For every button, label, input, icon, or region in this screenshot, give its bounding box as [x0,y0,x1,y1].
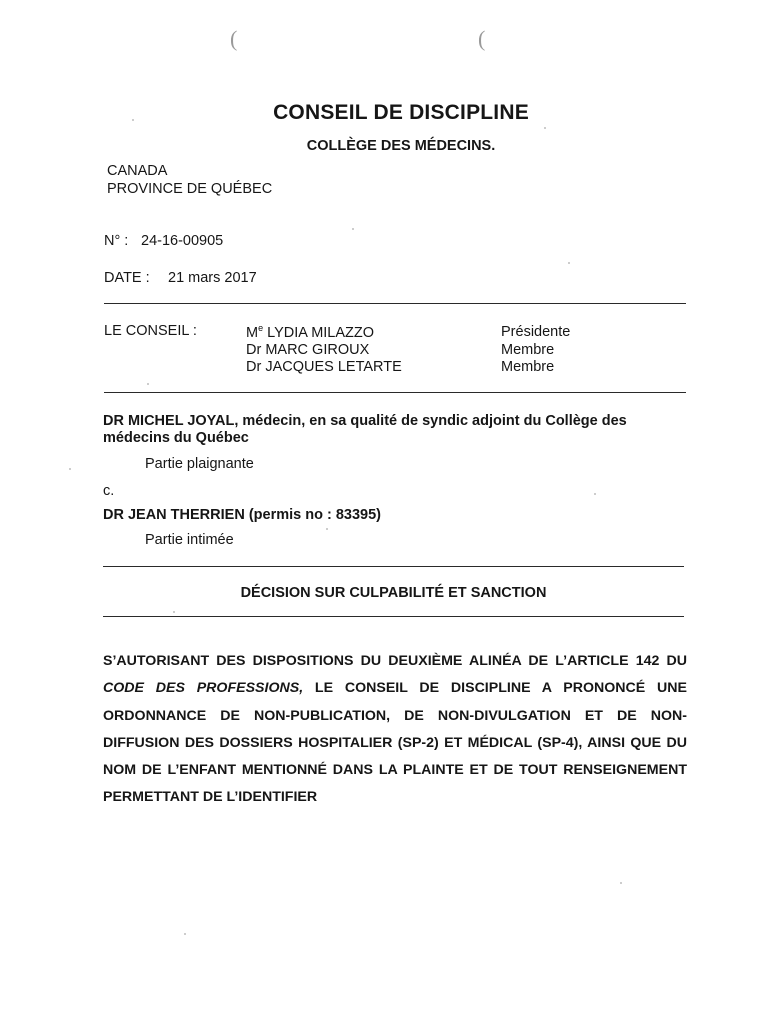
respondent-name: DR JEAN THERRIEN (permis no : 83395) [103,507,381,523]
scan-speck [620,882,622,884]
divider-top [104,303,686,304]
date-label: DATE : [104,270,150,286]
scan-speck [594,493,596,495]
scan-speck [568,262,570,264]
council-member-name: Dr MARC GIROUX [246,342,370,358]
jurisdiction-country: CANADA [107,163,168,179]
scan-speck [147,383,149,385]
jurisdiction-province: PROVINCE DE QUÉBEC [107,181,273,197]
scan-speck [326,528,328,530]
versus-label: c. [103,483,115,499]
plaintiff-line-1: DR MICHEL JOYAL, médecin, en sa qualité de syndic adjoint du Collège des [103,413,627,429]
case-number-value: 24-16-00905 [141,233,224,249]
divider-council [104,392,686,393]
page-title: CONSEIL DE DISCIPLINE [273,101,529,124]
scan-speck [352,228,354,230]
divider-parties [103,566,684,567]
scan-speck [69,468,71,470]
respondent-role: Partie intimée [145,532,234,548]
council-label: LE CONSEIL : [104,323,197,339]
non-publication-order: S’AUTORISANT DES DISPOSITIONS DU DEUXIÈME ALINÉA DE L’ARTICLE 142 DU CODE DES PROFESSIONS, LE CONSEIL DE DISCIPLINE A PRONONCÉ UNE ORDONNANCE DE NON-PUBLICATION, DE NON-DIVULGATION ET DE NON-DIFFUSION DES DOSSIERS HOSPITALIER (SP-2) ET MÉDICAL (SP-4), AINSI QUE DU NOM DE L’ENFANT MENTIONNÉ DANS LA PLAINTE ET DE TOUT RENSEIGNEMENT PERMETTANT DE L’IDENTIFIER [103,653,687,806]
page-subtitle: COLLÈGE DES MÉDECINS. [306,138,496,154]
scan-mark-right: ( [478,26,486,51]
council-member-name: Dr JACQUES LETARTE [246,359,402,375]
council-member-role: Présidente [501,324,571,340]
council-member-role: Membre [501,342,555,358]
divider-decision [103,616,684,617]
plaintiff-role: Partie plaignante [145,456,254,472]
scan-speck [132,119,134,121]
scan-speck [173,611,175,613]
decision-title: DÉCISION SUR CULPABILITÉ ET SANCTION [240,585,547,601]
date-value: 21 mars 2017 [168,270,257,286]
scan-speck [544,127,546,129]
case-number-label: N° : [104,233,129,249]
plaintiff-line-2: médecins du Québec [103,430,249,446]
scan-speck [184,933,186,935]
scan-mark-left: ( [230,26,238,51]
council-member-name: Me LYDIA MILAZZO [246,323,375,341]
council-member-role: Membre [501,359,555,375]
